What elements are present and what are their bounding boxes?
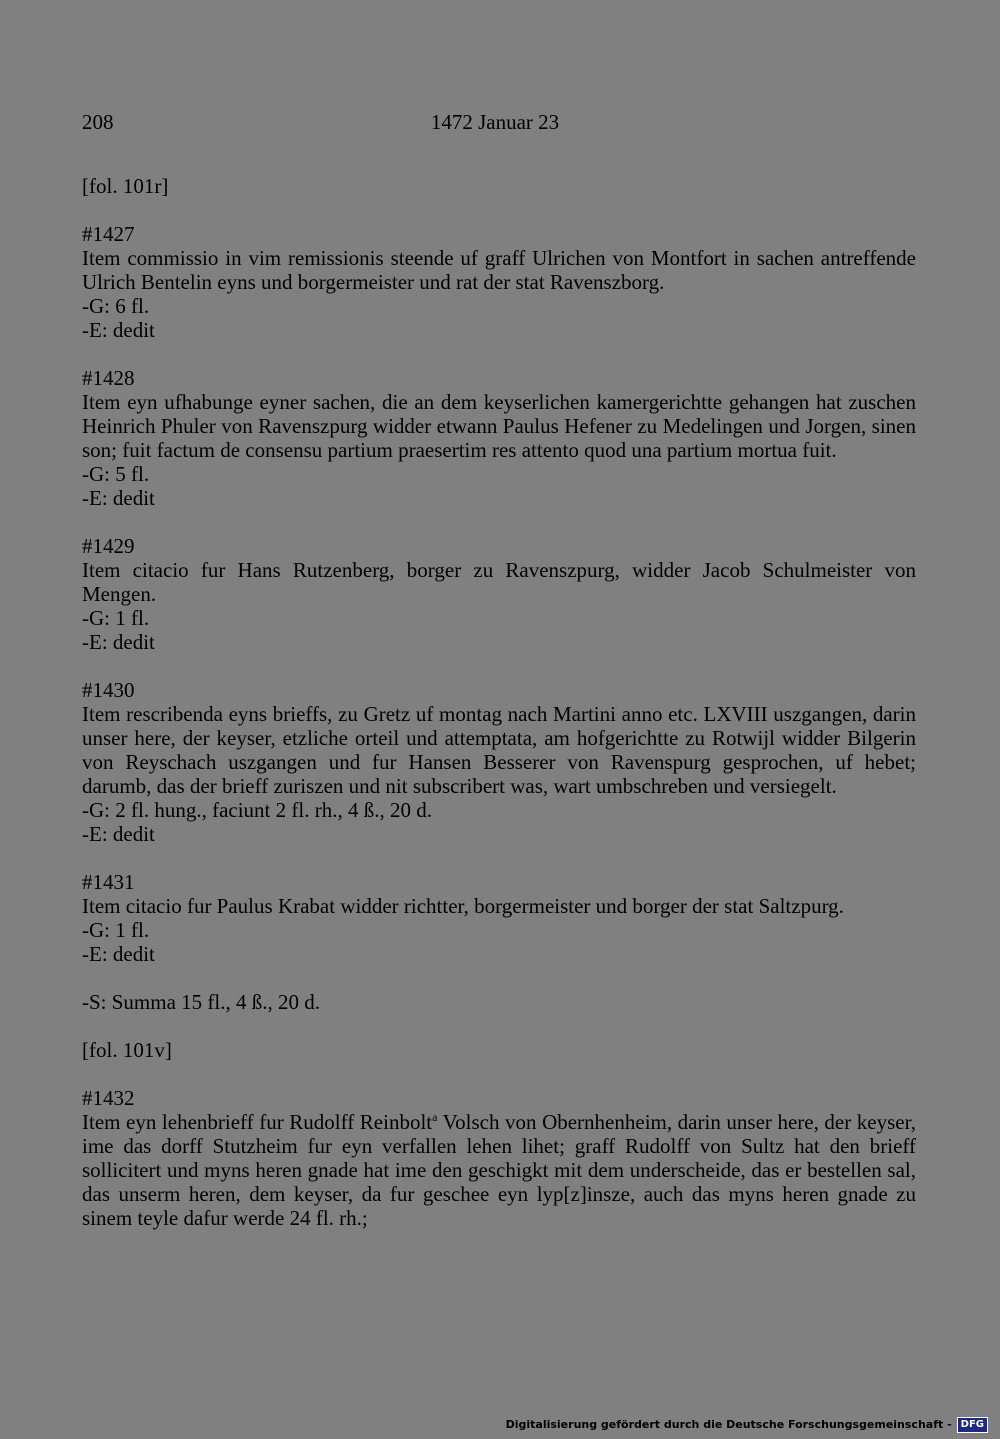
fee-line: -E: dedit xyxy=(82,486,155,510)
fee-line: -G: 6 fl. xyxy=(82,294,150,318)
entry-1429 xyxy=(82,534,916,654)
entry-number: #1427 xyxy=(82,222,135,246)
funding-footer xyxy=(506,1415,988,1435)
entry-number: #1432 xyxy=(82,1086,135,1110)
fee-line: -E: dedit xyxy=(82,630,155,654)
fee-line: -E: dedit xyxy=(82,942,155,966)
entry-text-part: Item eyn lehenbrieff fur Rudolff Reinbolt xyxy=(82,1110,433,1134)
fee-line: -G: 2 fl. hung., faciunt 2 fl. rh., 4 ß., 20 d. xyxy=(82,798,432,822)
entry-number: #1430 xyxy=(82,678,135,702)
page-number: 208 xyxy=(82,110,114,134)
running-head: 1472 Januar 23 xyxy=(430,110,560,134)
entry-number: #1429 xyxy=(82,534,135,558)
entry-text-part: Volsch von Obernhenheim, darin unser here, der keyser, ime das dorff Stutzheim fur eyn verfallen lehen lihet; graff Rudolff von Sultz hat den brieff sollicitert und myns heren gnade hat ime den geschigkt mit dem underscheide, das er bestellen sal, das unserm heren, dem keyser, da fur geschee eyn lyp[z]insze, auch das myns heren gnade zu sinem teyle dafur werde 24 fl. rh.; xyxy=(82,1110,916,1230)
footnote-mark[interactable]: a xyxy=(432,1110,438,1124)
fee-line: -E: dedit xyxy=(82,318,155,342)
entry-1431 xyxy=(82,870,916,966)
folio-marker: [fol. 101v] xyxy=(82,1038,172,1062)
entry-1428 xyxy=(82,366,916,510)
fee-line: -G: 5 fl. xyxy=(82,462,150,486)
entry-text: Item citacio fur Hans Rutzenberg, borger zu Ravenszpurg, widder Jacob Schulmeister von Mengen. xyxy=(82,558,916,606)
entry-1432 xyxy=(82,1086,916,1230)
entry-text: Item citacio fur Paulus Krabat widder richtter, borgermeister und borger der stat Saltzpurg. xyxy=(82,894,844,918)
dfg-logo[interactable]: DFG xyxy=(957,1417,988,1433)
page-header xyxy=(82,110,916,136)
entry-text: Item eyn ufhabunge eyner sachen, die an dem keyserlichen kamergerichtte gehangen hat zuschen Heinrich Phuler von Ravenszpurg widder etwann Paulus Hefener zu Medelingen und Jorgen, sinen son; fuit factum de consensu partium praesertim res attento quod una partium mortua fuit. xyxy=(82,390,916,462)
entry-number: #1431 xyxy=(82,870,135,894)
entry-text: Item rescribenda eyns brieffs, zu Gretz uf montag nach Martini anno etc. LXVIII uszgangen, darin unser here, der keyser, etzliche orteil und attemptata, am hofgerichtte zu Rotwijl widder Bilgerin von Reyschach uszgangen und fur Hansen Besserer von Ravenspurg gesprochen, uf hebet; darumb, das der brieff zuriszen und nit subscribert was, wart umbschreben und versiegelt. xyxy=(82,702,916,798)
fee-line: -E: dedit xyxy=(82,822,155,846)
entry-number: #1428 xyxy=(82,366,135,390)
entry-1427 xyxy=(82,222,916,342)
document-body xyxy=(82,174,916,1254)
funding-note: Digitalisierung gefördert durch die Deutsche Forschungsgemeinschaft - xyxy=(505,1418,952,1431)
folio-marker: [fol. 101r] xyxy=(82,174,169,198)
entry-text xyxy=(82,1110,916,1230)
fee-line: -G: 1 fl. xyxy=(82,918,150,942)
entry-1430 xyxy=(82,678,916,846)
summa-line: -S: Summa 15 fl., 4 ß., 20 d. xyxy=(82,990,321,1014)
fee-line: -G: 1 fl. xyxy=(82,606,150,630)
entry-text: Item commissio in vim remissionis steende uf graff Ulrichen von Montfort in sachen antreffende Ulrich Bentelin eyns und borgermeister und rat der stat Ravenszborg. xyxy=(82,246,916,294)
